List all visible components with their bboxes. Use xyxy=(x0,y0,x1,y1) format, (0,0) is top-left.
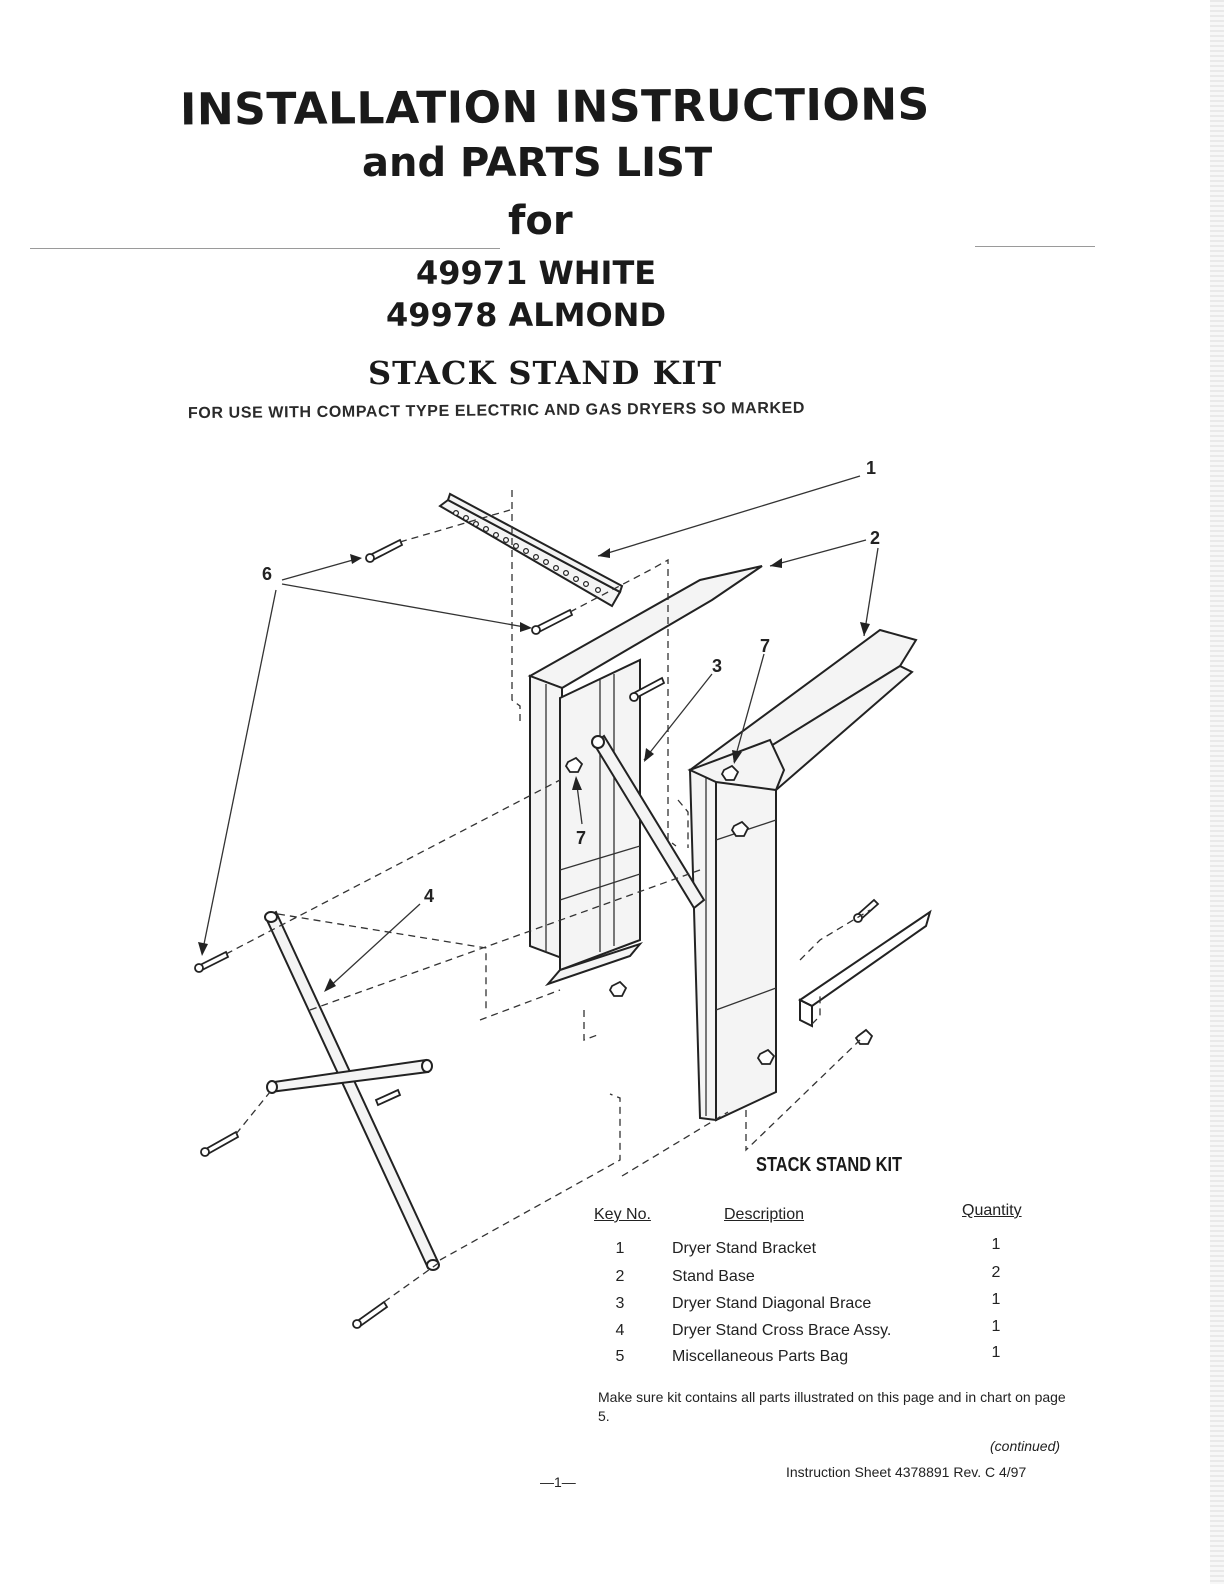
title-parts-list: and PARTS LIST xyxy=(362,140,713,186)
cell-description: Dryer Stand Bracket xyxy=(672,1240,817,1257)
callout-7-rear: 7 xyxy=(576,828,587,848)
model-white: 49971 WHITE xyxy=(416,254,657,292)
cell-description: Stand Base xyxy=(672,1268,755,1285)
header-quantity: Quantity xyxy=(962,1202,1022,1219)
continued-label: (continued) xyxy=(990,1438,1061,1454)
cell-key: 2 xyxy=(615,1268,625,1285)
cell-key: 5 xyxy=(615,1348,625,1365)
usage-subtitle: FOR USE WITH COMPACT TYPE ELECTRIC AND GAS DRYERS SO MARKED xyxy=(187,399,806,423)
callout-7-front: 7 xyxy=(760,636,771,656)
header-key-no: Key No. xyxy=(594,1206,651,1223)
diagram-caption: STACK STAND KIT xyxy=(756,1154,903,1176)
callout-6: 6 xyxy=(262,564,273,584)
callout-3: 3 xyxy=(712,656,723,676)
cell-description: Dryer Stand Cross Brace Assy. xyxy=(672,1322,892,1339)
cell-description: Miscellaneous Parts Bag xyxy=(672,1348,849,1365)
cell-quantity: 1 xyxy=(991,1291,1001,1308)
header-description: Description xyxy=(724,1206,805,1223)
cell-quantity: 1 xyxy=(991,1344,1001,1361)
cell-quantity: 1 xyxy=(991,1318,1001,1335)
cell-quantity: 1 xyxy=(991,1236,1001,1253)
model-almond: 49978 ALMOND xyxy=(386,296,667,334)
part-stand-base-front xyxy=(690,630,930,1120)
table-row xyxy=(594,1236,1044,1266)
callout-1: 1 xyxy=(866,458,877,478)
callout-2: 2 xyxy=(870,528,881,548)
title-for: for xyxy=(508,198,573,244)
table-row xyxy=(594,1344,1044,1374)
cell-quantity: 2 xyxy=(991,1264,1001,1281)
kit-contents-note: Make sure kit contains all parts illustrated on this page and in chart on page 5. xyxy=(598,1389,1066,1424)
cell-description: Dryer Stand Diagonal Brace xyxy=(672,1295,872,1312)
table-row xyxy=(594,1264,1044,1294)
title-installation-instructions: INSTALLATION INSTRUCTIONS xyxy=(179,79,930,136)
instruction-sheet-id: Instruction Sheet 4378891 Rev. C 4/97 xyxy=(786,1464,1027,1480)
part-dryer-stand-bracket xyxy=(440,494,622,606)
cell-key: 4 xyxy=(615,1322,625,1339)
table-row xyxy=(594,1318,1044,1348)
cell-key: 3 xyxy=(615,1295,625,1312)
table-row xyxy=(594,1291,1044,1321)
callout-4: 4 xyxy=(424,886,435,906)
kit-title: STACK STAND KIT xyxy=(368,354,723,392)
cell-key: 1 xyxy=(615,1240,625,1257)
page-number: —1— xyxy=(540,1474,576,1490)
